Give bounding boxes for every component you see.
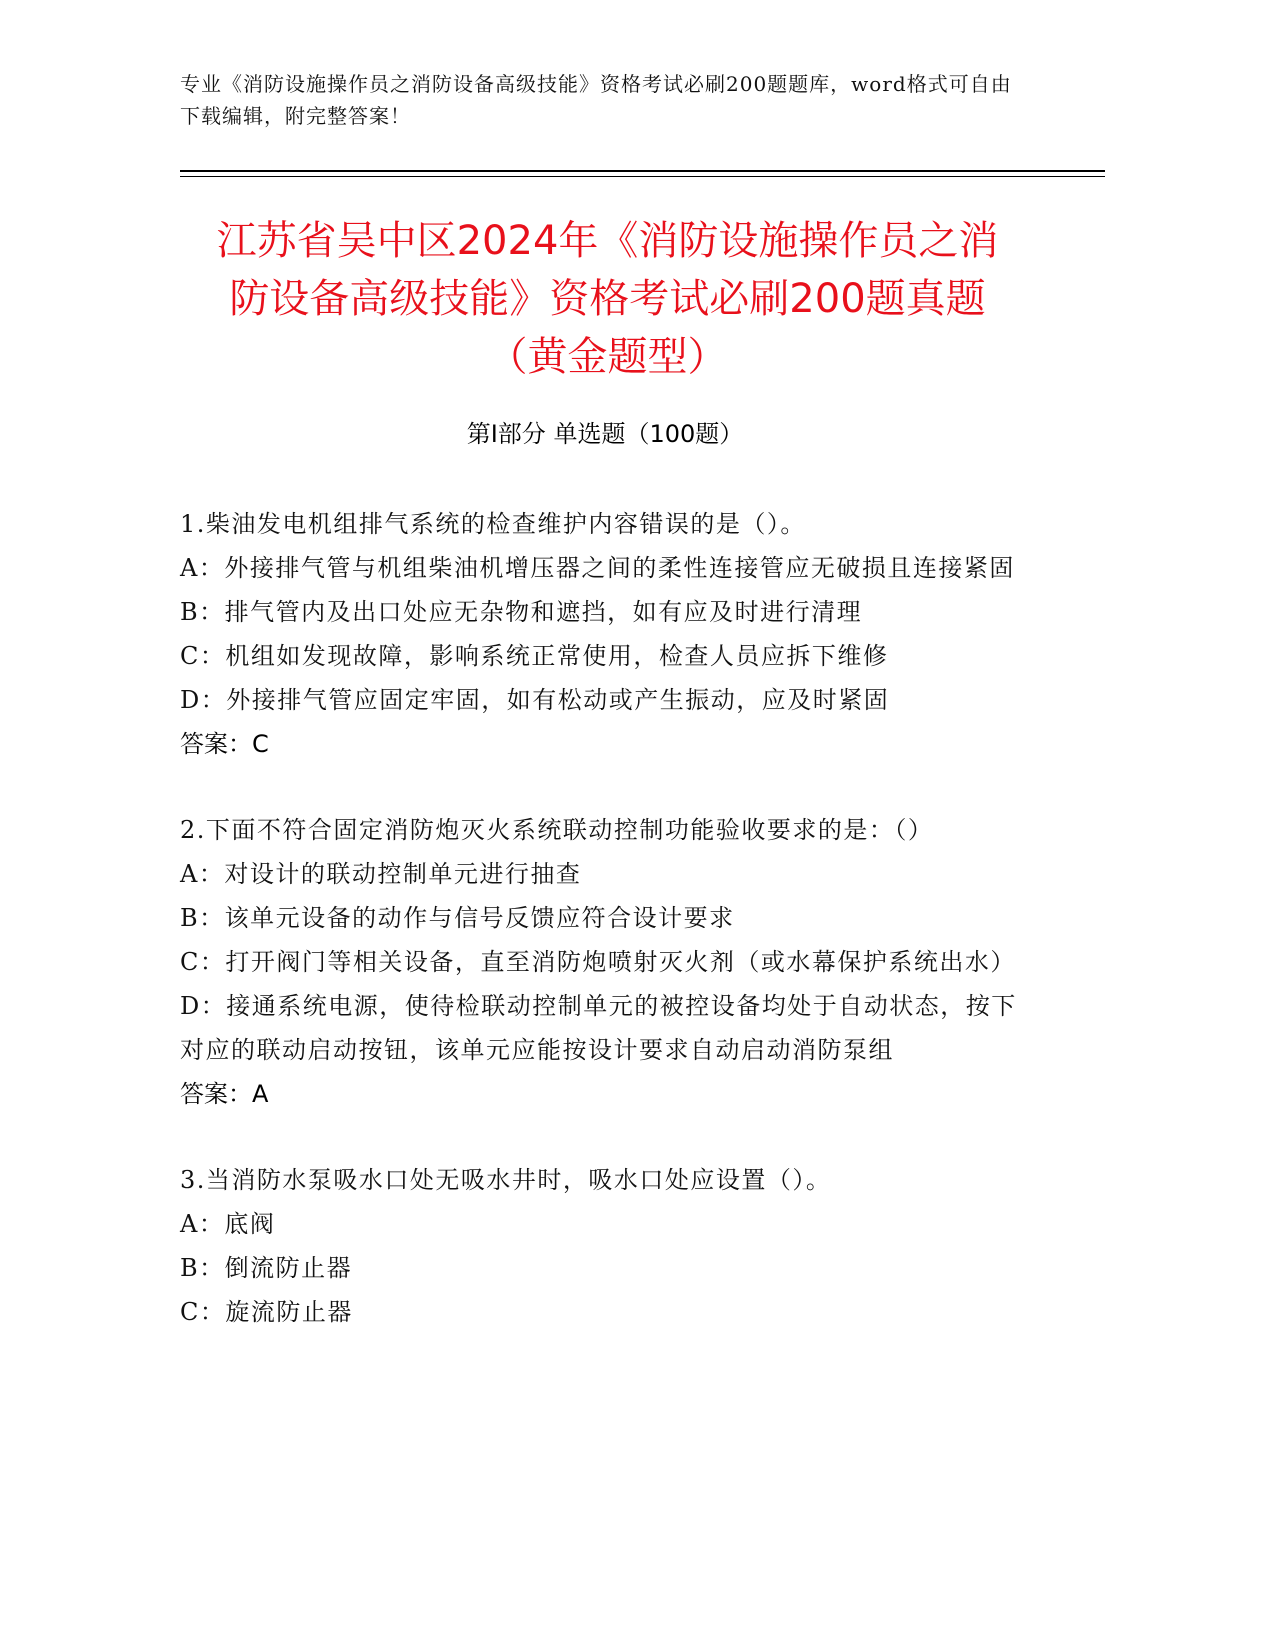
answer: 答案：A [180,1080,269,1108]
header-note: 专业《消防设施操作员之消防设备高级技能》资格考试必刷200题题库，word格式可自由下载编辑，附完整答案！ [180,72,1012,128]
option-d: D：接通系统电源，使待检联动控制单元的被控设备均处于自动状态，按下对应的联动启动按钮，该单元应能按设计要求自动启动消防泵组 [180,992,1017,1064]
title-line-1: 江苏省吴中区2024年《消防设施操作员之消 [216,218,999,264]
option-a: A：底阀 [180,1210,276,1238]
question-1 [180,502,1040,766]
document-title [150,212,1065,386]
question-stem: 2.下面不符合固定消防炮灭火系统联动控制功能验收要求的是：（） [180,816,934,844]
question-stem: 1.柴油发电机组排气系统的检查维护内容错误的是（）。 [180,510,806,538]
title-line-3: （黄金题型） [487,334,728,380]
question-3 [180,1158,1040,1334]
option-c: C：机组如发现故障，影响系统正常使用，检查人员应拆下维修 [180,642,889,670]
answer: 答案：C [180,730,269,758]
header-divider-thin [180,176,1105,177]
section-title: 第Ⅰ部分 单选题（100题） [466,420,744,448]
option-c: C：打开阀门等相关设备，直至消防炮喷射灭火剂（或水幕保护系统出水） [180,948,1016,976]
option-b: B：该单元设备的动作与信号反馈应符合设计要求 [180,904,735,932]
option-d: D：外接排气管应固定牢固，如有松动或产生振动，应及时紧固 [180,686,890,714]
option-a: A：对设计的联动控制单元进行抽查 [180,860,582,888]
question-list [180,502,1040,1376]
question-stem: 3.当消防水泵吸水口处无吸水井时，吸水口处应设置（）。 [180,1166,832,1194]
option-b: B：倒流防止器 [180,1254,353,1282]
title-line-2: 防设备高级技能》资格考试必刷200题真题 [229,276,986,322]
header-divider-thick [180,170,1105,172]
option-a: A：外接排气管与机组柴油机增压器之间的柔性连接管应无破损且连接紧固 [180,554,1015,582]
option-b: B：排气管内及出口处应无杂物和遮挡，如有应及时进行清理 [180,598,863,626]
option-c: C：旋流防止器 [180,1298,353,1326]
question-2 [180,808,1040,1116]
